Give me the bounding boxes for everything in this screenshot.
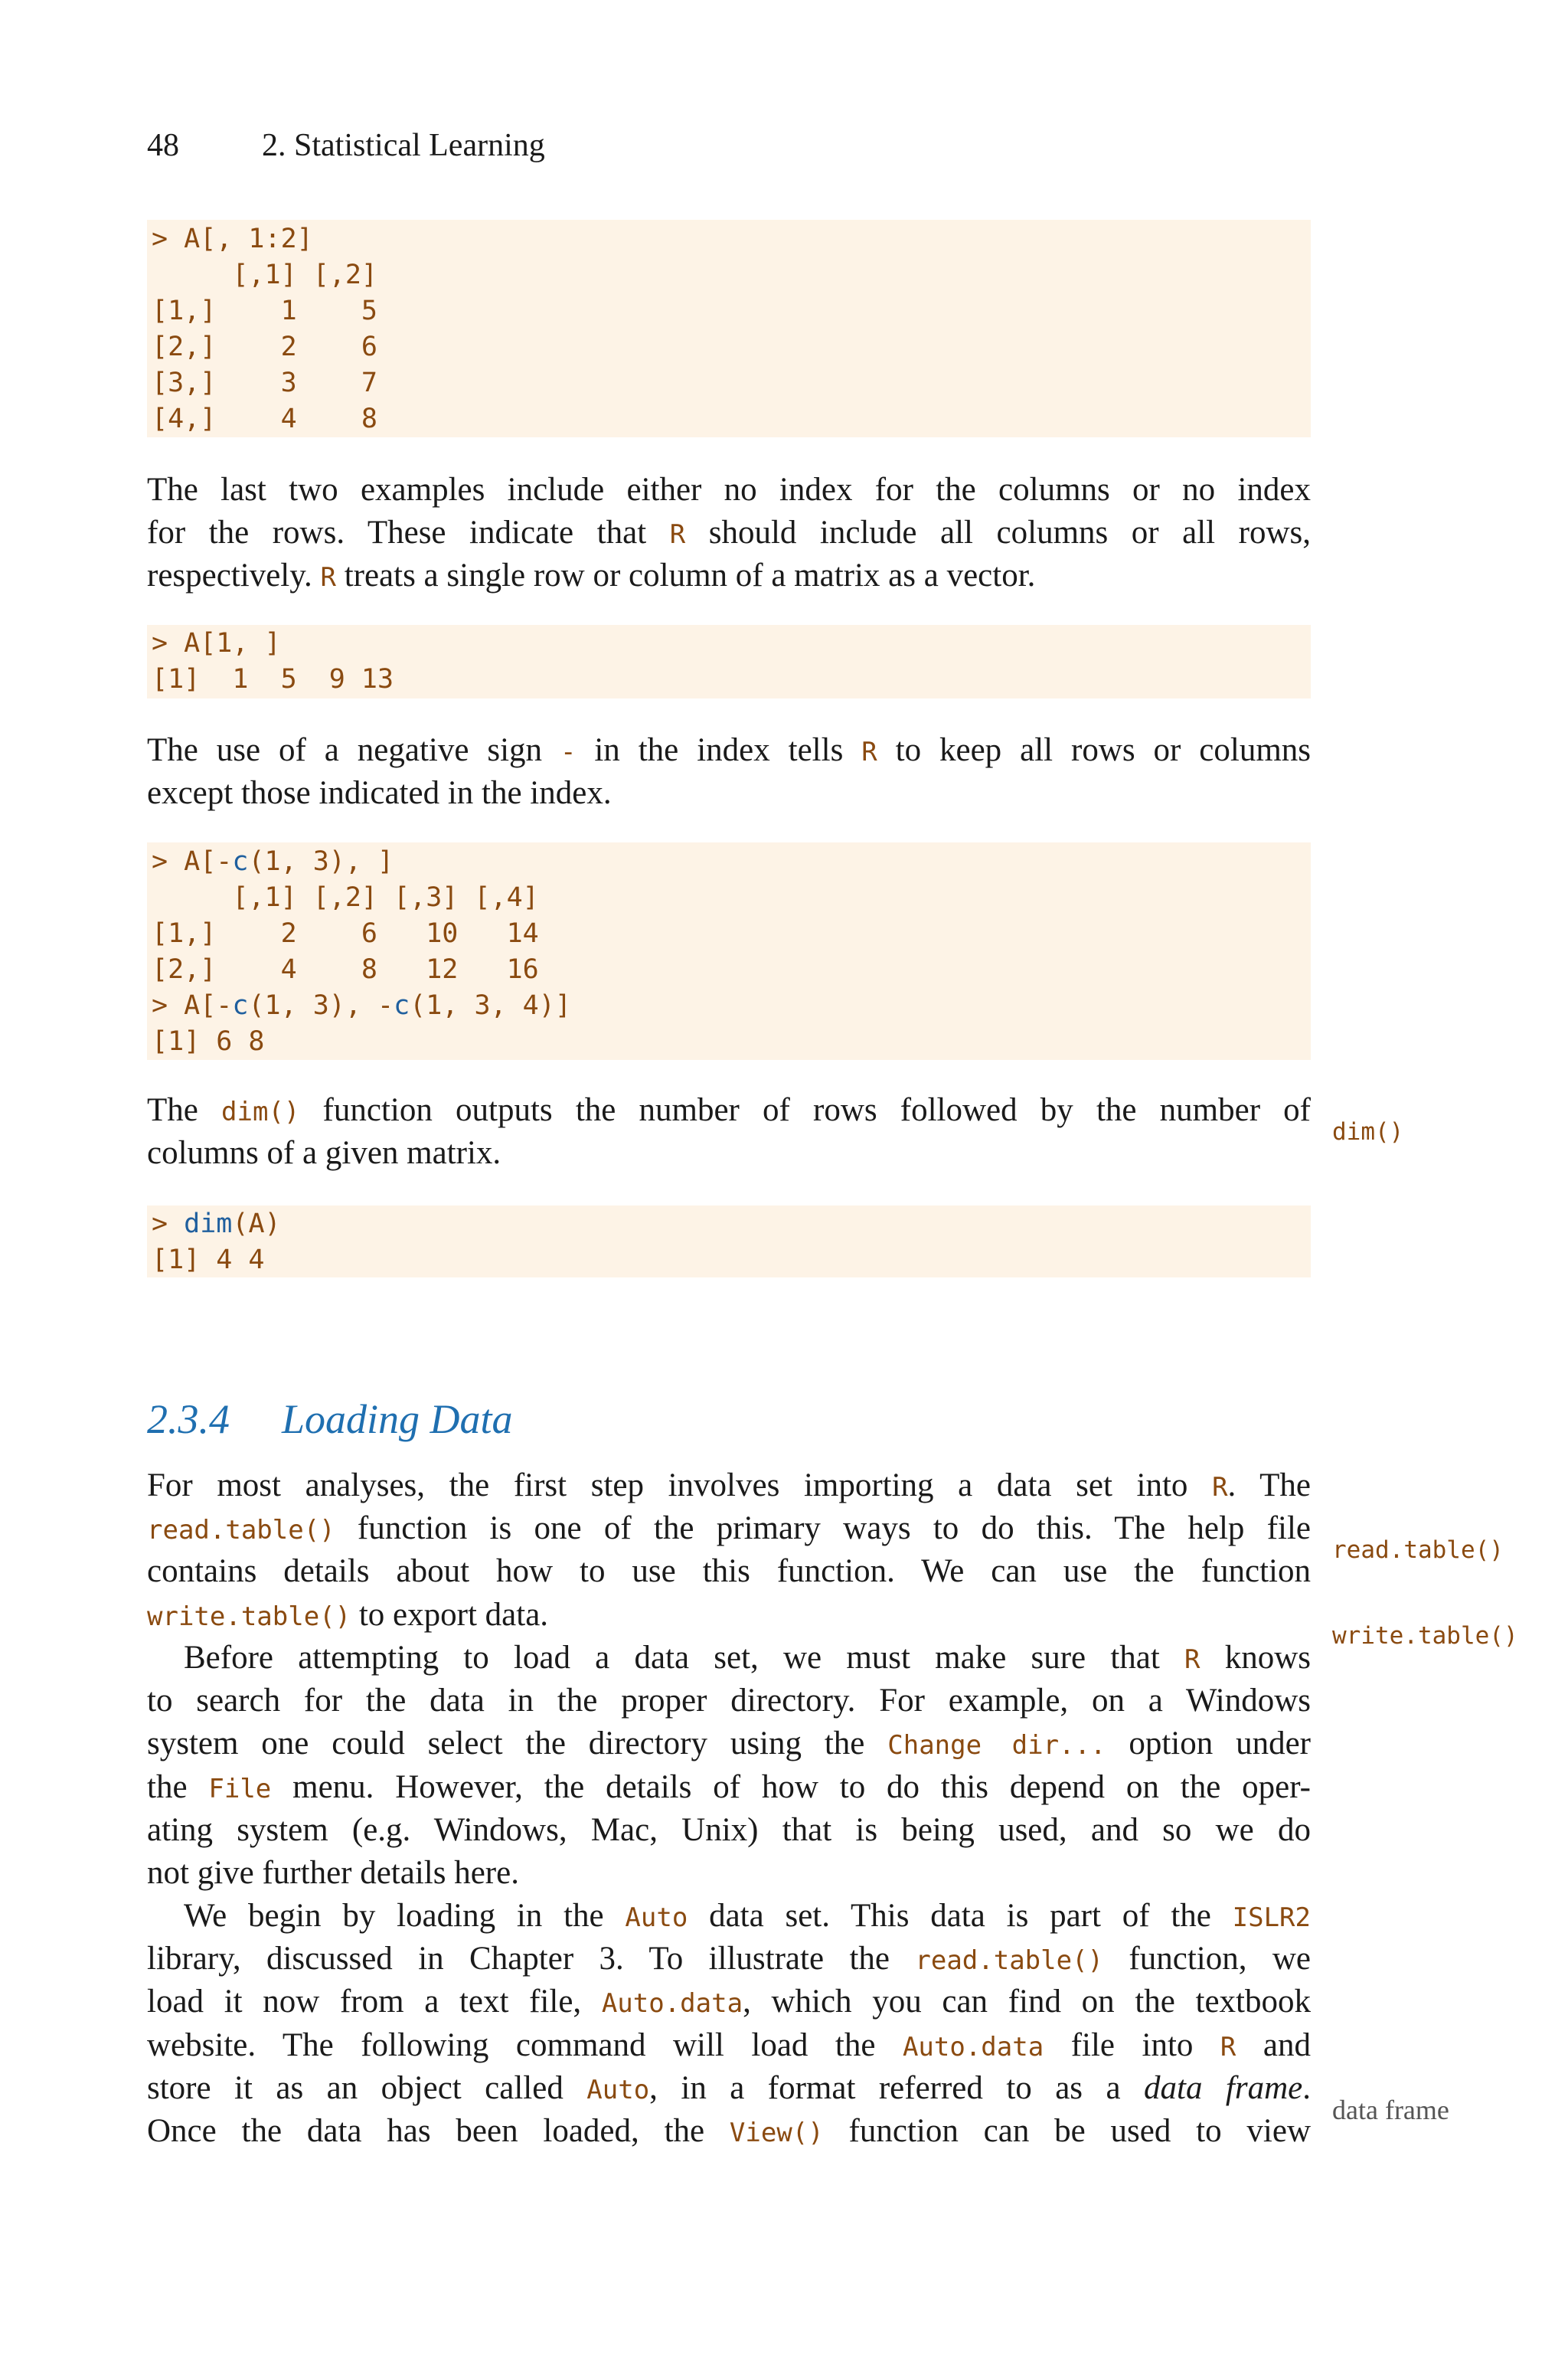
text-line: website. The following command will load the Auto.data file into R and xyxy=(147,2026,1311,2063)
text-line: system one could select the directory using the Change dir... option under xyxy=(147,1725,1311,1762)
code-line: [1,] 1 5 xyxy=(152,296,378,326)
margin-note-write-table: write.table() xyxy=(1332,1622,1518,1650)
code-block-3 xyxy=(147,842,1311,1060)
margin-note-data-frame: data frame xyxy=(1332,2095,1449,2125)
paragraph-directory xyxy=(147,1637,1311,1895)
text-line: store it as an object called Auto, in a format referred to as a data frame. xyxy=(147,2069,1311,2106)
margin-note-read-table: read.table() xyxy=(1332,1536,1504,1564)
paragraph-negative-index xyxy=(147,729,1311,815)
text-line: read.table() function is one of the primary ways to do this. The help file xyxy=(147,1510,1311,1547)
section-number: 2.3.4 xyxy=(147,1396,230,1442)
code-line: [,1] [,2] [,3] [,4] xyxy=(152,882,539,913)
code-line: > A[1, ] xyxy=(152,628,281,659)
code-line: > A[-c(1, 3), ] xyxy=(152,846,394,877)
text-line: library, discussed in Chapter 3. To illustrate the read.table() function, we xyxy=(147,1941,1311,1977)
text-line: not give further details here. xyxy=(147,1854,519,1891)
text-line: We begin by loading in the Auto data set. This data is part of the ISLR2 xyxy=(184,1898,1311,1934)
code-line: [1,] 2 6 10 14 xyxy=(152,918,539,949)
text-line: Once the data has been loaded, the View() function can be used to view xyxy=(147,2112,1312,2149)
text-line: contains details about how to use this function. We can use the function xyxy=(147,1553,1311,1590)
text-line: For most analyses, the first step involves importing a data set into R. The xyxy=(147,1467,1311,1503)
margin-note-dim: dim() xyxy=(1332,1118,1404,1146)
code-block-1 xyxy=(147,220,1311,437)
text-line: The dim() function outputs the number of rows followed by the number of xyxy=(147,1092,1311,1128)
code-line: [3,] 3 7 xyxy=(152,368,378,398)
code-block-2 xyxy=(147,625,1311,698)
code-line: > A[, 1:2] xyxy=(152,224,313,254)
text-line: the File menu. However, the details of how to do this depend on the oper- xyxy=(147,1768,1311,1805)
code-line: [2,] 2 6 xyxy=(152,332,378,362)
code-line: [,1] [,2] xyxy=(152,260,378,290)
text-line: load it now from a text file, Auto.data, which you can find on the textbook xyxy=(147,1984,1311,2020)
code-line: [1] 4 4 xyxy=(152,1245,265,1275)
code-line: [1] 1 5 9 13 xyxy=(152,664,394,695)
chapter-title: 2. Statistical Learning xyxy=(262,128,545,163)
running-header xyxy=(147,127,545,164)
code-line: [1] 6 8 xyxy=(152,1026,265,1057)
code-line: [4,] 4 8 xyxy=(152,404,378,434)
code-line: [2,] 4 8 12 16 xyxy=(152,954,539,985)
paragraph-dim xyxy=(147,1089,1311,1175)
code-line: > A[-c(1, 3), -c(1, 3, 4)] xyxy=(152,990,571,1021)
text-line: for the rows. These indicate that R should include all columns or all rows, xyxy=(147,515,1312,551)
text-line: ating system (e.g. Windows, Mac, Unix) that is being used, and so we do xyxy=(147,1811,1311,1848)
text-line: except those indicated in the index. xyxy=(147,775,612,812)
code-block-4 xyxy=(147,1205,1311,1277)
text-line: to search for the data in the proper directory. For example, on a Windows xyxy=(147,1683,1311,1719)
paragraph-auto-data xyxy=(147,1895,1311,2153)
text-line: Before attempting to load a data set, we must make sure that R knows xyxy=(184,1640,1311,1676)
text-line: write.table() to export data. xyxy=(147,1596,549,1633)
paragraph-index-explanation xyxy=(147,469,1311,598)
text-line: columns of a given matrix. xyxy=(147,1135,501,1172)
text-line: The last two examples include either no index for the columns or no index xyxy=(147,472,1311,508)
text-line: The use of a negative sign - in the index tells R to keep all rows or columns xyxy=(147,732,1311,768)
section-heading xyxy=(147,1395,513,1443)
page-number: 48 xyxy=(147,128,179,163)
code-line: > dim(A) xyxy=(152,1209,281,1239)
text-line: respectively. R treats a single row or column of a matrix as a vector. xyxy=(147,558,1036,594)
paragraph-loading-data-intro xyxy=(147,1464,1311,1637)
section-title-text: Loading Data xyxy=(282,1396,513,1442)
